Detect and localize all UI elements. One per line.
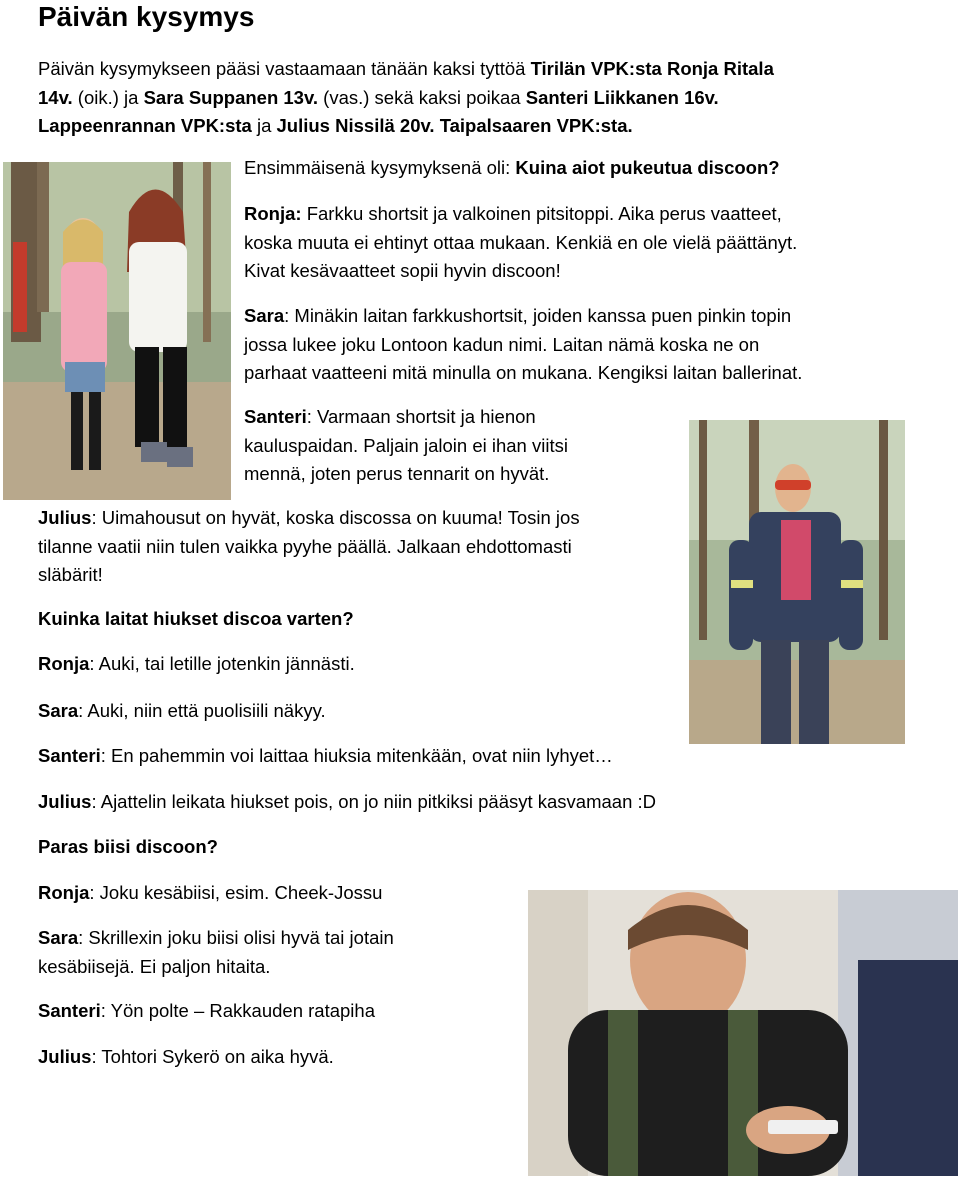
q3-julius-name: Julius bbox=[38, 1046, 92, 1067]
q1-julius-line-1: : Uimahousut on hyvät, koska discossa on kuuma! Tosin jos bbox=[91, 507, 580, 528]
q3-answer-julius bbox=[38, 1043, 334, 1072]
q2-answer-sara bbox=[38, 697, 326, 726]
q3-question bbox=[38, 833, 218, 862]
page-title: Päivän kysymys bbox=[38, 1, 255, 32]
q1-ronja-name: Ronja: bbox=[244, 203, 302, 224]
intro-bold-1b: 14v. bbox=[38, 86, 73, 108]
intro-text-3: (vas.) sekä kaksi poikaa bbox=[318, 86, 526, 108]
q1-answer-julius bbox=[38, 504, 678, 590]
q1-julius-name: Julius bbox=[38, 507, 92, 528]
intro-text-1: Päivän kysymykseen pääsi vastaamaan tänään kaksi tyttöä bbox=[38, 58, 531, 79]
intro-bold-1: Tirilän VPK:sta Ronja Ritala bbox=[530, 58, 774, 79]
q1-answer-sara bbox=[244, 302, 944, 388]
photo-santeri bbox=[689, 420, 905, 744]
q3-answer-ronja bbox=[38, 879, 382, 908]
q1-santeri-line-1: : Varmaan shortsit ja hienon bbox=[306, 406, 536, 427]
q2-question-text: Kuinka laitat hiukset discoa varten? bbox=[38, 608, 354, 629]
intro-bold-4: Lappeenrannan VPK:sta bbox=[38, 115, 252, 136]
intro-bold-6: Taipalsaaren VPK:sta. bbox=[439, 115, 633, 136]
q3-sara-line-1: : Skrillexin joku biisi olisi hyvä tai jotain bbox=[78, 927, 394, 948]
q3-question-text: Paras biisi discoon? bbox=[38, 836, 218, 857]
q1-ronja-line-3: Kivat kesävaatteet sopii hyvin discoon! bbox=[244, 260, 561, 281]
q2-santeri-name: Santeri bbox=[38, 745, 101, 766]
q2-answer-santeri bbox=[38, 742, 718, 771]
q3-ronja-text: : Joku kesäbiisi, esim. Cheek-Jossu bbox=[89, 882, 383, 903]
q3-julius-text: : Tohtori Sykerö on aika hyvä. bbox=[91, 1046, 334, 1067]
q3-santeri-name: Santeri bbox=[38, 1000, 101, 1021]
intro-bold-3: Santeri Liikkanen 16v. bbox=[525, 86, 719, 108]
q2-ronja-text: : Auki, tai letille jotenkin jännästi. bbox=[89, 653, 355, 674]
q1-ronja-line-1: Farkku shortsit ja valkoinen pitsitoppi. Aika perus vaatteet, bbox=[301, 203, 782, 224]
q1-santeri-name: Santeri bbox=[244, 406, 307, 427]
q2-ronja-name: Ronja bbox=[38, 653, 90, 674]
q1-prompt bbox=[244, 154, 944, 183]
q3-santeri-text: : Yön polte – Rakkauden ratapiha bbox=[100, 1000, 375, 1021]
q3-answer-santeri bbox=[38, 997, 375, 1026]
q3-sara-name: Sara bbox=[38, 927, 79, 948]
q2-answer-ronja bbox=[38, 650, 355, 679]
q1-prefix: Ensimmäisenä kysymyksenä oli: bbox=[244, 157, 516, 178]
q2-santeri-text: : En pahemmin voi laittaa hiuksia mitenkään, ovat niin lyhyet… bbox=[100, 745, 613, 766]
q3-answer-sara bbox=[38, 924, 518, 981]
photo-girls bbox=[3, 162, 231, 500]
intro-bold-2: Sara Suppanen 13v. bbox=[143, 86, 319, 108]
intro-paragraph bbox=[38, 55, 938, 141]
q1-santeri-line-2: kauluspaidan. Paljain jaloin ei ihan viitsi bbox=[244, 434, 568, 456]
q3-ronja-name: Ronja bbox=[38, 882, 90, 903]
q1-julius-line-3: släbärit! bbox=[38, 564, 103, 585]
photo-julius bbox=[528, 890, 958, 1176]
intro-text-2: (oik.) ja bbox=[72, 86, 144, 108]
q1-answer-ronja bbox=[244, 200, 944, 286]
q1-santeri-line-3: mennä, joten perus tennarit on hyvät. bbox=[244, 463, 550, 484]
q3-sara-line-2: kesäbiisejä. Ei paljon hitaita. bbox=[38, 955, 271, 977]
q1-julius-line-2: tilanne vaatii niin tulen vaikka pyyhe päällä. Jalkaan ehdottomasti bbox=[38, 535, 572, 557]
q2-sara-name: Sara bbox=[38, 700, 79, 721]
q1-ronja-line-2: koska muuta ei ehtinyt ottaa mukaan. Kenkiä en ole vielä päättänyt. bbox=[244, 231, 798, 253]
q1-answer-santeri bbox=[244, 403, 684, 489]
intro-bold-5: Julius Nissilä 20v. bbox=[276, 115, 435, 136]
q1-question: Kuina aiot pukeutua discoon? bbox=[515, 157, 780, 178]
q2-julius-text: : Ajattelin leikata hiukset pois, on jo niin pitkiksi pääsyt kasvamaan :D bbox=[91, 791, 657, 812]
intro-text-4: ja bbox=[251, 115, 277, 136]
q2-answer-julius bbox=[38, 788, 938, 817]
q2-julius-name: Julius bbox=[38, 791, 92, 812]
q1-sara-name: Sara bbox=[244, 305, 285, 326]
q2-sara-text: : Auki, niin että puolisiili näkyy. bbox=[78, 700, 326, 721]
q2-question bbox=[38, 605, 354, 634]
q1-sara-line-3: parhaat vaatteeni mitä minulla on mukana. Kengiksi laitan ballerinat. bbox=[244, 362, 803, 383]
q1-sara-line-2: jossa lukee joku Lontoon kadun nimi. Laitan nämä koska ne on bbox=[244, 333, 760, 355]
q1-sara-line-1: : Minäkin laitan farkkushortsit, joiden kanssa puen pinkin topin bbox=[284, 305, 792, 326]
